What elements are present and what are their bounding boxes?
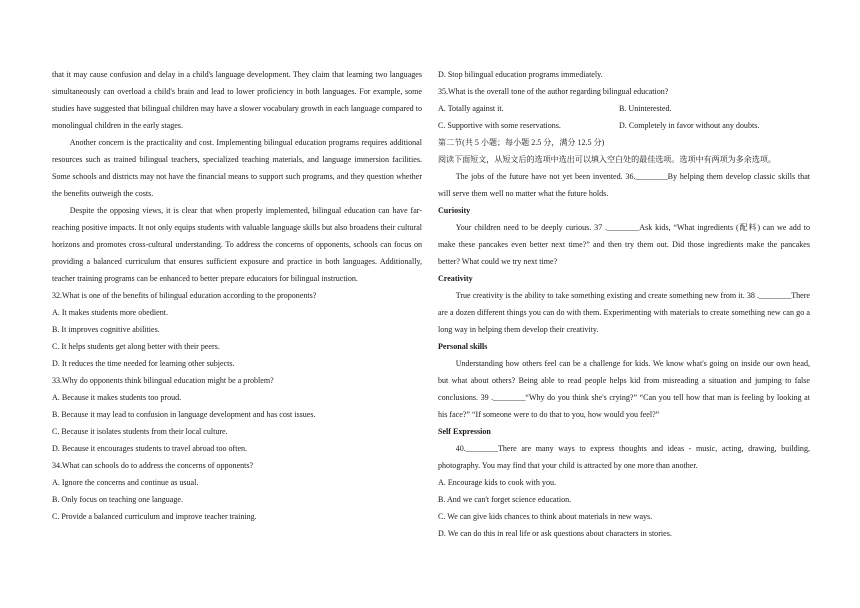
question-34-option-c: C. Provide a balanced curriculum and improve teacher training. bbox=[52, 512, 257, 521]
passage-paragraph-2: Another concern is the practicality and cost. Implementing bilingual education programs requires additional resources such as trained bilingual teachers, specialized teaching materials, and language immersion facilities. Some schools and districts may not have the financial means to support such programs, and they question whether the benefits outweigh the costs. bbox=[52, 138, 422, 198]
right-column bbox=[438, 66, 810, 542]
paragraph-curiosity: Your children need to be deeply curious. 37 .________Ask kids, “What ingredients (配料) can we add to make these pancakes even better next time?” and then try them out. Did those ingredients make the pancakes better? What could we try next time? bbox=[438, 223, 810, 266]
question-35-option-a: A. Totally against it. bbox=[438, 104, 504, 113]
question-35-options-row-1 bbox=[438, 100, 810, 117]
question-32-option-b: B. It improves cognitive abilities. bbox=[52, 325, 160, 334]
section-title: 第二节(共 5 小题；每小题 2.5 分，满分 12.5 分) bbox=[438, 138, 605, 147]
option-b: B. And we can't forget science education. bbox=[438, 495, 572, 504]
heading-self-expression: Self Expression bbox=[438, 427, 491, 436]
question-33-option-a: A. Because it makes students too proud. bbox=[52, 393, 182, 402]
question-35-option-b: B. Uninterested. bbox=[619, 104, 672, 113]
question-33-stem: 33.Why do opponents think bilingual education might be a problem? bbox=[52, 376, 274, 385]
passage-paragraph-3: Despite the opposing views, it is clear that when properly implemented, bilingual education can have far-reaching positive impacts. It not only equips students with valuable language skills but also broadens their cultural horizons and promotes cross-cultural understanding. To address the concerns of opponents, schools can focus on providing a balanced curriculum that ensures sufficient exposure and practice in both languages. Additionally, teacher training programs can be enhanced to better prepare educators for bilingual instruction. bbox=[52, 206, 422, 283]
option-c: C. We can give kids chances to think about materials in new ways. bbox=[438, 512, 653, 521]
question-32-option-a: A. It makes students more obedient. bbox=[52, 308, 168, 317]
left-column bbox=[52, 66, 422, 525]
option-d: D. We can do this in real life or ask questions about characters in stories. bbox=[438, 529, 672, 538]
heading-personal-skills: Personal skills bbox=[438, 342, 488, 351]
paragraph-self-expression: 40.________There are many ways to express thoughts and ideas - music, acting, drawing, building, photography. You may find that your child is attracted by one more than another. bbox=[438, 444, 810, 470]
question-34-option-b: B. Only focus on teaching one language. bbox=[52, 495, 183, 504]
heading-creativity: Creativity bbox=[438, 274, 473, 283]
option-a: A. Encourage kids to cook with you. bbox=[438, 478, 556, 487]
question-35-options-row-2 bbox=[438, 117, 810, 134]
question-34-option-d: D. Stop bilingual education programs immediately. bbox=[438, 70, 603, 79]
question-35-stem: 35.What is the overall tone of the author regarding bilingual education? bbox=[438, 87, 669, 96]
question-33-option-d: D. Because it encourages students to travel abroad too often. bbox=[52, 444, 248, 453]
question-32-stem: 32.What is one of the benefits of bilingual education according to the proponents? bbox=[52, 291, 317, 300]
question-32-option-c: C. It helps students get along better with their peers. bbox=[52, 342, 220, 351]
paragraph-personal-skills: Understanding how others feel can be a challenge for kids. We know what's going on inside our own head, but what about others? Being able to read people helps kid from misreading a situation and jumping to false conclusions. 39 .________“Why do you think she's crying?” “Can you tell how that man is feeling by looking at his face?” “If someone were to do that to you, how would you feel?” bbox=[438, 359, 810, 419]
question-33-option-b: B. Because it may lead to confusion in language development and has cost issues. bbox=[52, 410, 316, 419]
question-35-option-c: C. Supportive with some reservations. bbox=[438, 121, 561, 130]
question-35-option-d: D. Completely in favor without any doubts. bbox=[619, 121, 760, 130]
question-32-option-d: D. It reduces the time needed for learning other subjects. bbox=[52, 359, 235, 368]
question-34-option-a: A. Ignore the concerns and continue as usual. bbox=[52, 478, 199, 487]
section-instructions: 阅读下面短文，从短文后的选项中选出可以填入空白处的最佳选项。选项中有两项为多余选项。 bbox=[438, 155, 776, 164]
passage-paragraph-1: that it may cause confusion and delay in a child's language development. They claim that learning two languages simultaneously can overload a child's brain and lead to lower proficiency in both languages. For example, some studies have suggested that bilingual children may have a slower vocabulary growth in each language compared to monolingual children in the early stages. bbox=[52, 70, 422, 130]
question-33-option-c: C. Because it isolates students from their local culture. bbox=[52, 427, 228, 436]
question-34-stem: 34.What can schools do to address the concerns of opponents? bbox=[52, 461, 254, 470]
heading-curiosity: Curiosity bbox=[438, 206, 471, 215]
cloze-intro: The jobs of the future have not yet been invented. 36.________By helping them develop classic skills that will serve them well no matter what the future holds. bbox=[438, 172, 810, 198]
paragraph-creativity: True creativity is the ability to take something existing and create something new from it. 38 .________There are a dozen different things you can do with them. Experimenting with materials to create something new can go a long way in helping them develop their creativity. bbox=[438, 291, 810, 334]
